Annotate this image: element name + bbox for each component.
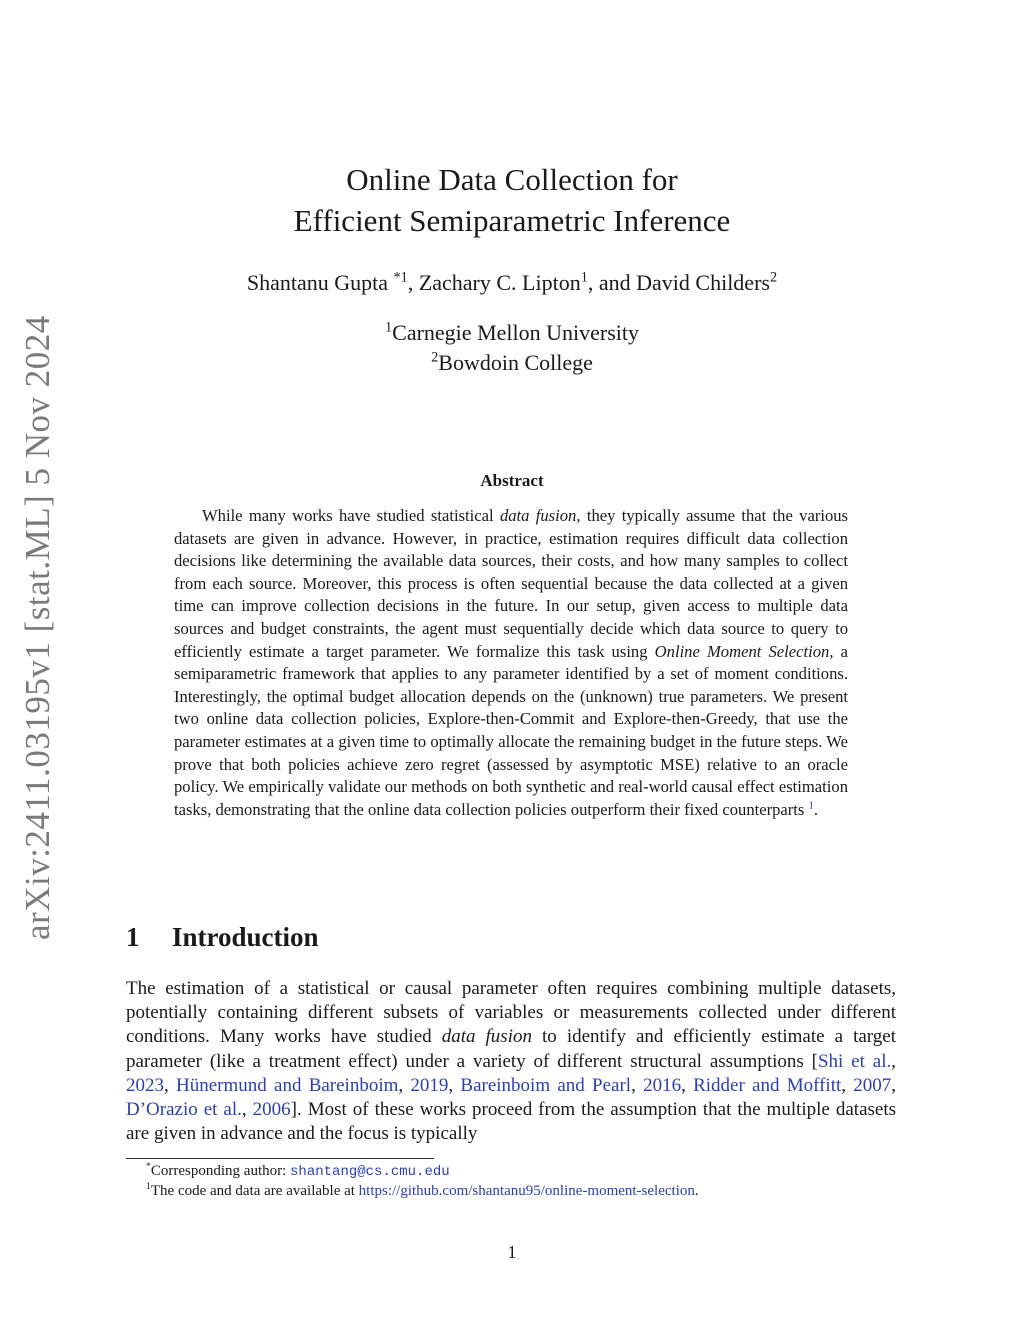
- footnote-code-availability: [146, 1182, 906, 1201]
- email-link[interactable]: shantang@cs.cmu.edu: [290, 1164, 450, 1180]
- affiliation-mark: 2: [431, 349, 439, 366]
- citation-link[interactable]: 2006: [252, 1099, 291, 1121]
- section-title: Introduction: [172, 922, 319, 952]
- abstract-emphasis: Online Moment Selection: [654, 641, 830, 661]
- abstract-text: , a semiparametric framework that applies to any parameter identified by a set of moment conditions. Interestingly, the optimal budget allocation depends on the (unknown) true parameters. We present two online data collection policies, Explore-then-Commit and Explore-then-Greedy, that use the parameter estimates at a given time to optimally allocate the remaining budget in the future steps. We prove that both policies achieve zero regret (assessed by asymptotic MSE) relative to an oracle policy. We empirically validate our methods on both synthetic and real-world causal effect estimation tasks, demonstrating that the online data collection policies outperform their fixed counterparts: [174, 641, 848, 819]
- intro-emphasis: data fusion: [441, 1026, 532, 1048]
- citation-separator: ,: [448, 1074, 461, 1096]
- citation-link[interactable]: Hünermund and Bareinboim: [176, 1074, 399, 1096]
- citation-link[interactable]: 2023: [126, 1074, 164, 1096]
- author-name: David Childers: [636, 270, 770, 295]
- affiliation-name: Carnegie Mellon University: [392, 320, 639, 345]
- abstract-text: , they typically assume that the various datasets are given in advance. However, in practice, estimation requires difficult data collection decisions like determining the available data sources, their costs, and how many samples to collect from each source. Moreover, this process is often sequential because the data collected at a given time can improve collection decisions in the future. In our setup, given access to multiple data sources and budget constraints, the agent must sequentially decide which data source to query to efficiently estimate a target parameter. We formalize this task using: [174, 506, 849, 661]
- footnote-text: The code and data are available at: [150, 1183, 359, 1199]
- paper-title-line-1: Online Data Collection for: [346, 162, 678, 197]
- affiliation-name: Bowdoin College: [438, 350, 593, 375]
- author-separator: , and: [587, 270, 637, 295]
- author-name: Zachary C. Lipton: [418, 270, 581, 295]
- section-heading: [126, 922, 319, 953]
- citation-separator: ,: [164, 1074, 176, 1096]
- footnote-mark: *: [146, 1161, 151, 1172]
- footnote-text: Corresponding author:: [150, 1163, 291, 1179]
- intro-text: The estimation of a statistical or causal parameter often requires combining multiple datasets, potentially containing different subsets of variables or measurements collected under different conditions. Many works have studied: [126, 978, 896, 1048]
- author-affiliation-mark: 1: [580, 269, 588, 286]
- citation-separator: ,: [841, 1074, 854, 1096]
- abstract-text: .: [813, 799, 819, 819]
- citation-separator: ,: [631, 1074, 644, 1096]
- citation-link[interactable]: D’Orazio et al.: [126, 1099, 242, 1121]
- footnote-mark: 1: [146, 1181, 151, 1192]
- affiliation: [200, 348, 824, 378]
- introduction-paragraph: [126, 977, 896, 1146]
- author-affiliation-mark: 2: [769, 269, 778, 286]
- citation-separator: ,: [398, 1074, 411, 1096]
- citation-link[interactable]: 2016: [643, 1074, 682, 1096]
- section-number: 1: [126, 922, 140, 952]
- affiliation: [200, 318, 824, 348]
- footnote-corresponding-author: [146, 1162, 906, 1182]
- citation-link[interactable]: Bareinboim and Pearl: [460, 1074, 632, 1096]
- footnote-link[interactable]: 1: [808, 799, 814, 812]
- arxiv-identifier-stamp: arXiv:2411.03195v1 [stat.ML] 5 Nov 2024: [18, 315, 57, 940]
- page-number: 1: [507, 1242, 517, 1262]
- citation-separator: ,: [891, 1074, 897, 1096]
- repository-link[interactable]: https://github.com/shantanu95/online-moment-selection: [358, 1183, 695, 1199]
- abstract-heading: Abstract: [480, 471, 544, 490]
- footnote-text: .: [694, 1183, 699, 1199]
- abstract-body: [174, 505, 848, 821]
- affiliation-mark: 1: [385, 319, 393, 336]
- citation-link[interactable]: 2019: [410, 1074, 449, 1096]
- citation-link[interactable]: Shi et al.: [817, 1050, 892, 1072]
- abstract-text: While many works have studied statistical: [202, 506, 500, 525]
- intro-text: ]. Most of these works proceed from the assumption that the multiple datasets are given in advance and the focus is typically: [126, 1099, 897, 1145]
- footnote-divider: [126, 1158, 434, 1159]
- author-separator: ,: [407, 270, 419, 295]
- author-name: Shantanu Gupta: [246, 270, 389, 295]
- intro-text: to identify and efficiently estimate a target parameter (like a treatment effect) under a variety of different structural assumptions [: [126, 1026, 896, 1072]
- citation-link[interactable]: Ridder and Moffitt: [693, 1074, 842, 1096]
- citation-link[interactable]: 2007: [853, 1074, 892, 1096]
- citation-separator: ,: [891, 1050, 896, 1072]
- abstract-emphasis: data fusion: [499, 506, 577, 525]
- author-list: [100, 268, 924, 298]
- author-affiliation-mark: *1: [393, 269, 408, 286]
- citation-separator: ,: [241, 1099, 253, 1121]
- paper-title-line-2: Efficient Semiparametric Inference: [293, 203, 731, 238]
- citation-separator: ,: [681, 1074, 694, 1096]
